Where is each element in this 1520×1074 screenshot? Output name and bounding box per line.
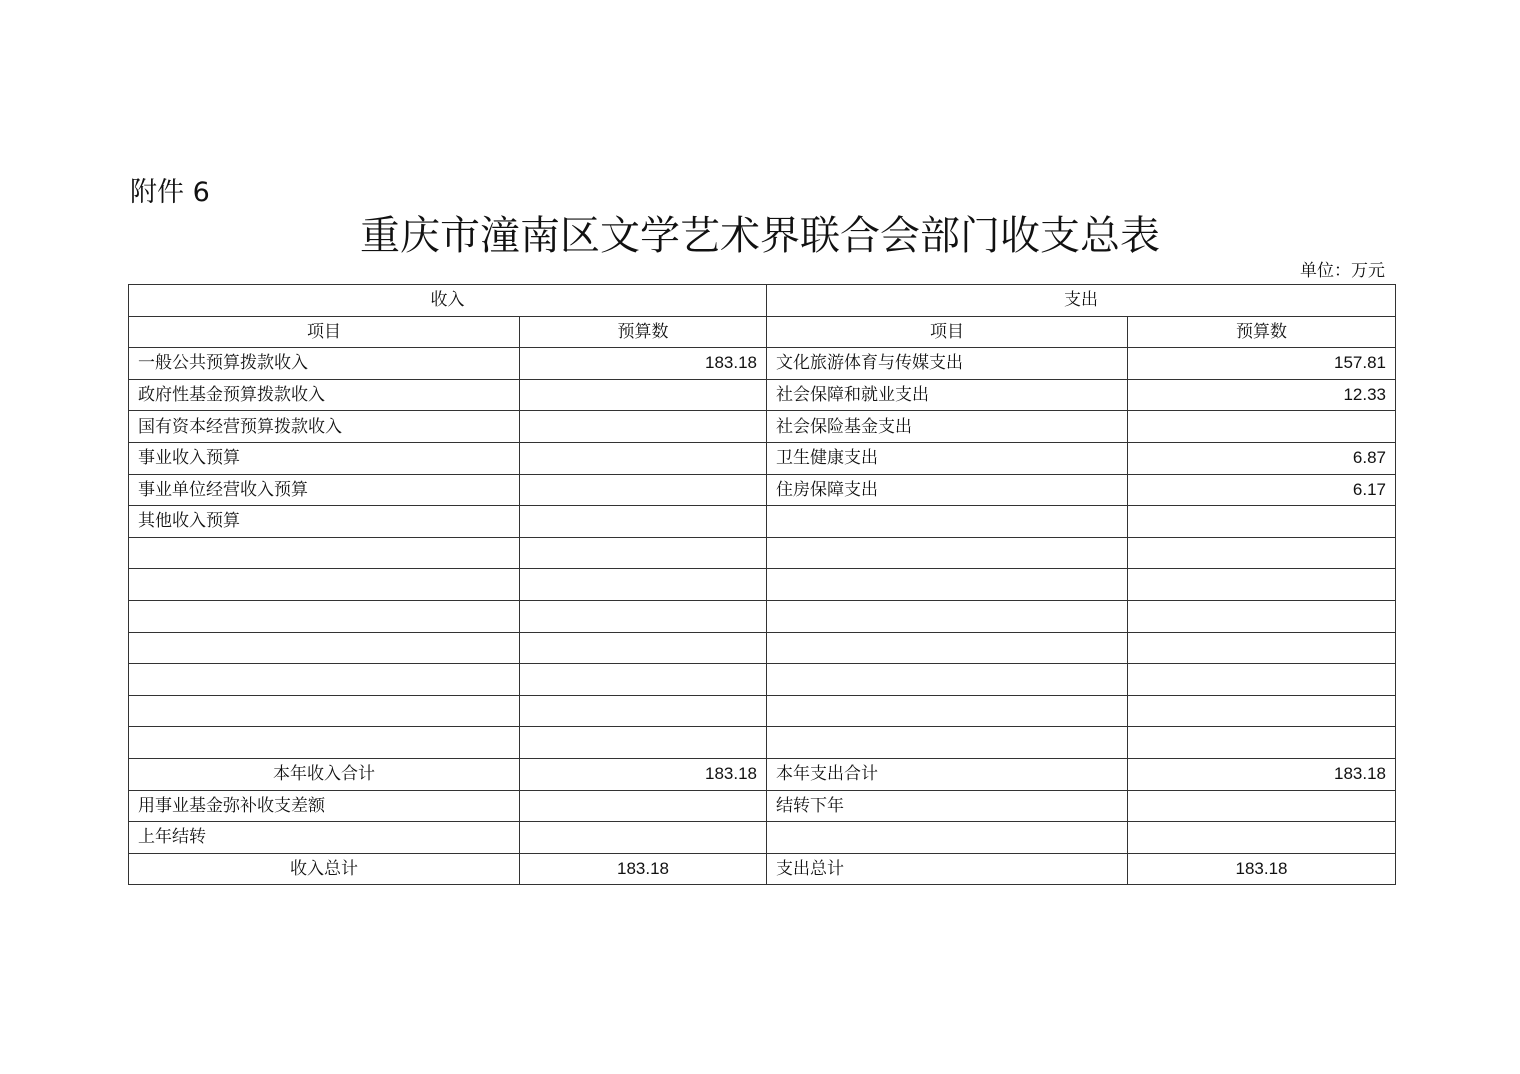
table-row (129, 411, 1396, 443)
income-amount-cell (520, 695, 767, 727)
expense-budget-column-header: 预算数 (1128, 316, 1396, 348)
income-item-cell: 政府性基金预算拨款收入 (129, 379, 520, 411)
expense-amount-cell (1128, 600, 1396, 632)
income-item-cell (129, 600, 520, 632)
income-amount-cell (520, 411, 767, 443)
expense-item-cell (767, 632, 1128, 664)
table-row (129, 348, 1396, 380)
income-item-cell (129, 727, 520, 759)
year-total-row-expense-label: 本年支出合计 (767, 758, 1128, 790)
grand-total-row-expense-amount: 183.18 (1128, 853, 1396, 885)
expense-item-cell (767, 600, 1128, 632)
expense-amount-cell (1128, 632, 1396, 664)
year-total-row (129, 758, 1396, 790)
expense-item-cell (767, 727, 1128, 759)
unit-label: 单位：万元 (1300, 261, 1385, 281)
income-item-cell: 事业收入预算 (129, 442, 520, 474)
expense-item-cell (767, 569, 1128, 601)
expense-amount-cell (1128, 727, 1396, 759)
expense-amount-cell (1128, 664, 1396, 696)
income-amount-cell (520, 664, 767, 696)
expense-amount-cell: 157.81 (1128, 348, 1396, 380)
income-item-cell: 其他收入预算 (129, 506, 520, 538)
income-section-header: 收入 (129, 285, 767, 317)
expense-item-cell: 住房保障支出 (767, 474, 1128, 506)
fund-balance-row-expense-label: 结转下年 (767, 790, 1128, 822)
income-item-cell: 国有资本经营预算拨款收入 (129, 411, 520, 443)
expense-amount-cell (1128, 411, 1396, 443)
income-item-cell (129, 695, 520, 727)
fund-balance-row-income-amount (520, 790, 767, 822)
expense-amount-cell (1128, 695, 1396, 727)
income-item-cell: 一般公共预算拨款收入 (129, 348, 520, 380)
table-row (129, 664, 1396, 696)
expense-item-cell (767, 664, 1128, 696)
budget-table (128, 284, 1396, 885)
expense-item-cell (767, 695, 1128, 727)
income-amount-cell (520, 569, 767, 601)
table-row (129, 379, 1396, 411)
table-row (129, 537, 1396, 569)
fund-balance-row-expense-amount (1128, 790, 1396, 822)
income-amount-cell (520, 506, 767, 538)
income-amount-cell (520, 474, 767, 506)
income-amount-cell (520, 632, 767, 664)
income-amount-cell (520, 727, 767, 759)
income-item-cell (129, 632, 520, 664)
carry-over-row-income-amount (520, 822, 767, 854)
table-row (129, 569, 1396, 601)
table-row (129, 632, 1396, 664)
expense-section-header: 支出 (767, 285, 1396, 317)
column-header-row (129, 316, 1396, 348)
income-item-column-header: 项目 (129, 316, 520, 348)
expense-amount-cell (1128, 537, 1396, 569)
section-header-row (129, 285, 1396, 317)
income-item-cell (129, 537, 520, 569)
grand-total-row (129, 853, 1396, 885)
table-row (129, 442, 1396, 474)
expense-amount-cell: 12.33 (1128, 379, 1396, 411)
attachment-label: 附件 6 (130, 177, 210, 208)
year-total-row-income-label: 本年收入合计 (129, 758, 520, 790)
table-row (129, 506, 1396, 538)
income-item-cell (129, 569, 520, 601)
expense-amount-cell: 6.17 (1128, 474, 1396, 506)
grand-total-row-income-label: 收入总计 (129, 853, 520, 885)
income-budget-column-header: 预算数 (520, 316, 767, 348)
grand-total-row-expense-label: 支出总计 (767, 853, 1128, 885)
expense-item-cell (767, 506, 1128, 538)
income-amount-cell (520, 537, 767, 569)
income-item-cell: 事业单位经营收入预算 (129, 474, 520, 506)
income-amount-cell (520, 379, 767, 411)
income-amount-cell: 183.18 (520, 348, 767, 380)
expense-item-column-header: 项目 (767, 316, 1128, 348)
fund-balance-row-income-label: 用事业基金弥补收支差额 (129, 790, 520, 822)
expense-item-cell: 卫生健康支出 (767, 442, 1128, 474)
expense-amount-cell (1128, 569, 1396, 601)
carry-over-row-expense-amount (1128, 822, 1396, 854)
table-row (129, 600, 1396, 632)
expense-item-cell: 社会保险基金支出 (767, 411, 1128, 443)
income-amount-cell (520, 442, 767, 474)
income-amount-cell (520, 600, 767, 632)
carry-over-row-income-label: 上年结转 (129, 822, 520, 854)
expense-item-cell (767, 537, 1128, 569)
expense-amount-cell: 6.87 (1128, 442, 1396, 474)
carry-over-row (129, 822, 1396, 854)
carry-over-row-expense-label (767, 822, 1128, 854)
table-row (129, 695, 1396, 727)
grand-total-row-income-amount: 183.18 (520, 853, 767, 885)
expense-item-cell: 文化旅游体育与传媒支出 (767, 348, 1128, 380)
year-total-row-income-amount: 183.18 (520, 758, 767, 790)
table-row (129, 727, 1396, 759)
budget-table-body (129, 285, 1396, 885)
table-row (129, 474, 1396, 506)
page-title: 重庆市潼南区文学艺术界联合会部门收支总表 (360, 213, 1160, 259)
expense-amount-cell (1128, 506, 1396, 538)
expense-item-cell: 社会保障和就业支出 (767, 379, 1128, 411)
fund-balance-row (129, 790, 1396, 822)
income-item-cell (129, 664, 520, 696)
year-total-row-expense-amount: 183.18 (1128, 758, 1396, 790)
